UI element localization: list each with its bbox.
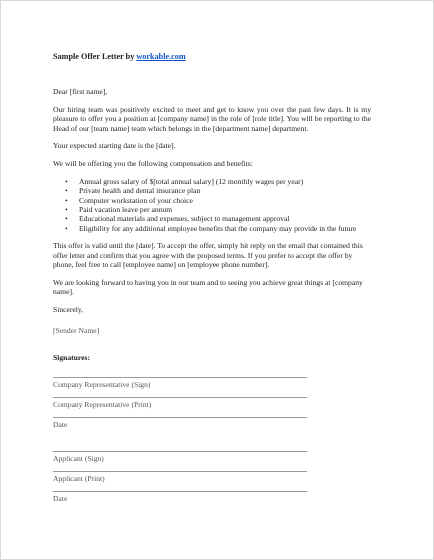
sender-name: [Sender Name] (53, 326, 100, 336)
signatures-heading: Signatures: (53, 353, 90, 363)
bullet-icon: • (65, 223, 68, 233)
bullet-icon: • (65, 204, 68, 214)
company-rep-sign-field[interactable] (53, 377, 307, 389)
applicant-print-field[interactable] (53, 471, 307, 483)
benefit-item (65, 186, 371, 195)
applicant-sign-label: Applicant (Sign) (53, 453, 104, 463)
closing-paragraph: We are looking forward to having you in our team and to seeing you achieve great things at [company name]. (53, 277, 363, 297)
bullet-icon: • (65, 186, 68, 196)
benefit-item (65, 205, 371, 214)
applicant-sign-field[interactable] (53, 451, 307, 463)
benefit-text: Paid vacation leave per annum (79, 204, 173, 214)
benefit-item (65, 224, 371, 233)
start-date-paragraph: Your expected starting date is the [date]. (53, 141, 176, 151)
letter-body (53, 52, 371, 511)
document-title (53, 52, 371, 61)
applicant-print-label: Applicant (Print) (53, 473, 105, 483)
benefit-text: Educational materials and expenses, subject to management approval (79, 214, 290, 224)
benefit-item (65, 214, 371, 223)
validity-paragraph: This offer is valid until the [date]. To accept the offer, simply hit reply on the email that contained this offer letter and confirm that you agree with the proposed terms. If you prefer to accept the offer by phone, feel free to call [employee name] on [employee phone number]. (53, 241, 363, 269)
applicant-date-field[interactable] (53, 491, 307, 503)
benefit-item (65, 177, 371, 186)
company-date-field[interactable] (53, 417, 307, 429)
company-rep-print-field[interactable] (53, 397, 307, 409)
title-text: Sample Offer Letter by (53, 52, 137, 61)
bullet-icon: • (65, 177, 68, 187)
greeting: Dear [first name], (53, 87, 108, 97)
company-rep-print-label: Company Representative (Print) (53, 399, 152, 409)
benefits-intro: We will be offering you the following compensation and benefits: (53, 159, 253, 169)
benefit-item (65, 196, 371, 205)
benefit-text: Computer workstation of your choice (79, 195, 193, 205)
company-date-label: Date (53, 419, 68, 429)
bullet-icon: • (65, 214, 68, 224)
workable-link[interactable]: workable.com (136, 52, 186, 61)
applicant-date-label: Date (53, 493, 68, 503)
intro-paragraph: Our hiring team was positively excited to meet and get to know you over the past few days. It is my pleasure to offer you a position at [company name] in the role of [role title]. You will be reporting to the Head of our [team name] team which belongs in the [department name] department. (53, 105, 371, 133)
benefit-text: Private health and dental insurance plan (79, 186, 201, 196)
benefit-text: Annual gross salary of $[total annual salary] (12 monthly wages per year) (79, 177, 304, 187)
bullet-icon: • (65, 195, 68, 205)
sign-off: Sincerely, (53, 304, 84, 314)
benefit-text: Eligibility for any additional employee benefits that the company may provide in the future (79, 223, 357, 233)
benefits-list (53, 177, 371, 233)
company-rep-sign-label: Company Representative (Sign) (53, 379, 151, 389)
